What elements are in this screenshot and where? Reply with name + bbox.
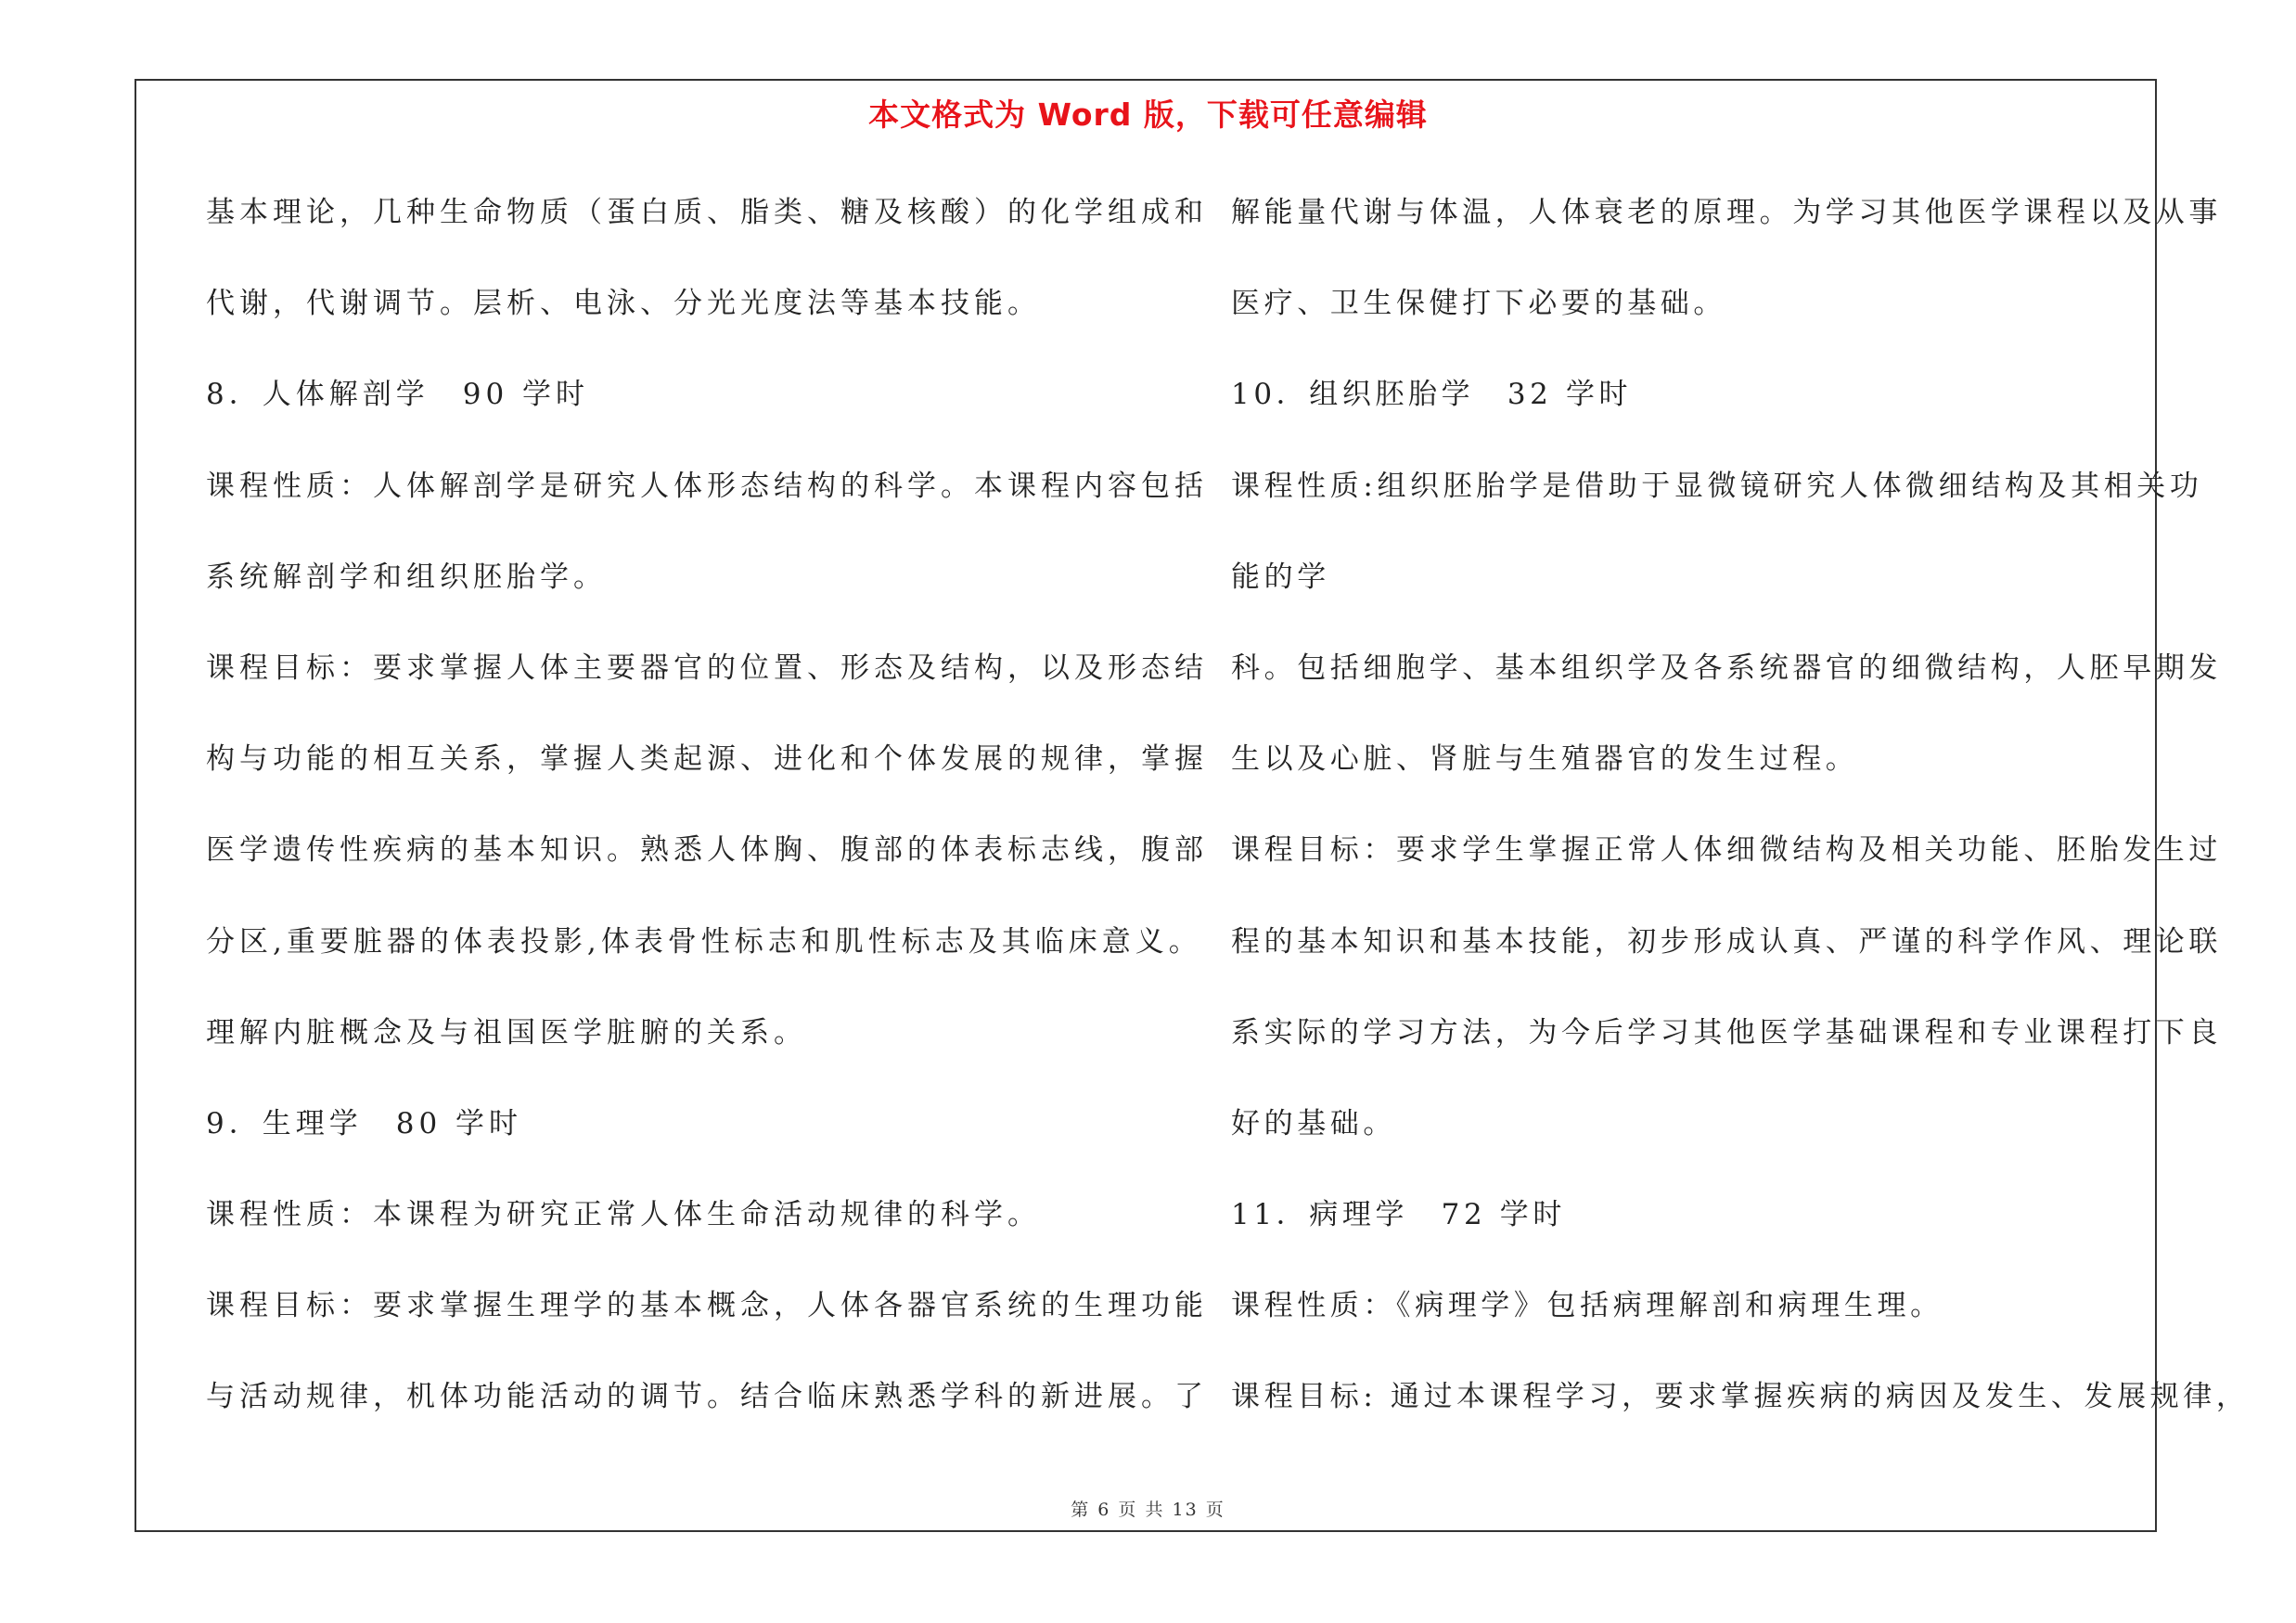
section-heading: 10．组织胚胎学 32 学时 — [1231, 378, 1633, 412]
text-line: 医疗、卫生保健打下必要的基础。 — [1231, 287, 1726, 321]
text-line: 构与功能的相互关系，掌握人类起源、进化和个体发展的规律，掌握 — [206, 742, 1208, 777]
text-line: 课程性质：《病理学》包括病理解剖和病理生理。 — [1231, 1289, 1943, 1323]
text-line: 课程目标：要求掌握人体主要器官的位置、形态及结构，以及形态结 — [206, 650, 1208, 685]
text-line: 理解内脏概念及与祖国医学脏腑的关系。 — [206, 1015, 807, 1050]
text-line: 课程性质：人体解剖学是研究人体形态结构的科学。本课程内容包括 — [206, 469, 1208, 503]
page-number-footer: 第 6 页 共 13 页 — [1071, 1500, 1225, 1520]
text-line: 课程性质：本课程为研究正常人体生命活动规律的科学。 — [206, 1198, 1041, 1232]
format-banner: 本文格式为 Word 版，下载可任意编辑 — [868, 97, 1428, 133]
text-line: 基本理论，几种生命物质（蛋白质、脂类、糖及核酸）的化学组成和 — [206, 196, 1208, 229]
text-line: 医学遗传性疾病的基本知识。熟悉人体胸、腹部的体表标志线，腹部 — [206, 833, 1208, 868]
left-column — [206, 186, 1208, 1462]
text-line: 科。包括细胞学、基本组织学及各系统器官的细微结构，人胚早期发 — [1231, 650, 2222, 685]
section-heading: 9．生理学 80 学时 — [206, 1106, 523, 1140]
text-line: 好的基础。 — [1231, 1106, 1396, 1140]
text-line: 课程目标：要求学生掌握正常人体细微结构及相关功能、胚胎发生过 — [1231, 833, 2222, 868]
right-column — [1231, 186, 2250, 1462]
text-line: 解能量代谢与体温，人体衰老的原理。为学习其他医学课程以及从事 — [1231, 196, 2222, 229]
text-line: 程的基本知识和基本技能，初步形成认真、严谨的科学作风、理论联 — [1231, 924, 2222, 959]
text-line: 代谢，代谢调节。层析、电泳、分光光度法等基本技能。 — [206, 287, 1041, 321]
text-line: 课程性质:组织胚胎学是借助于显微镜研究人体微细结构及其相关功 — [1231, 469, 2203, 503]
text-line: 系实际的学习方法，为今后学习其他医学基础课程和专业课程打下良 — [1231, 1015, 2222, 1050]
text-line: 生以及心脏、肾脏与生殖器官的发生过程。 — [1231, 742, 1859, 777]
text-line: 与活动规律，机体功能活动的调节。结合临床熟悉学科的新进展。了 — [206, 1380, 1208, 1414]
section-heading: 8．人体解剖学 90 学时 — [206, 378, 590, 412]
text-line: 能的学 — [1231, 560, 1330, 594]
text-line: 课程目标: 通过本课程学习，要求掌握疾病的病因及发生、发展规律， — [1231, 1380, 2250, 1414]
text-line: 系统解剖学和组织胚胎学。 — [206, 560, 607, 594]
text-line: 课程目标：要求掌握生理学的基本概念，人体各器官系统的生理功能 — [206, 1289, 1208, 1323]
section-heading: 11．病理学 72 学时 — [1231, 1198, 1566, 1232]
text-line: 分区,重要脏器的体表投影,体表骨性标志和肌性标志及其临床意义。 — [206, 924, 1202, 959]
